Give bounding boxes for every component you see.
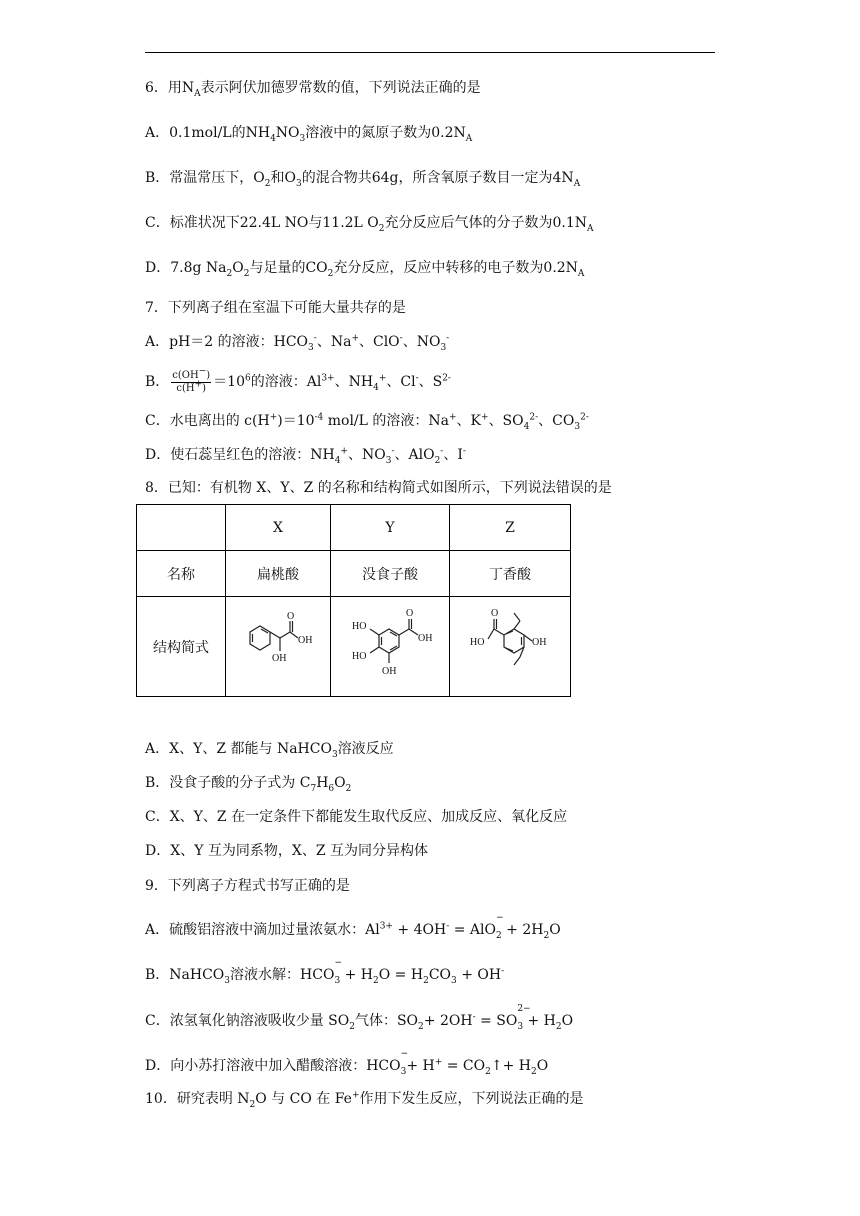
header-y: Y xyxy=(331,505,450,551)
compound-table xyxy=(136,504,571,697)
ion-charge-stack: − $_3$ xyxy=(400,1049,409,1077)
q8-option-c: C．X、Y、Z 在一定条件下都能发生取代反应、加成反应、氧化反应 xyxy=(145,809,568,825)
ion-charge-stack: − $_3$ xyxy=(334,958,342,986)
svg-text:O: O xyxy=(406,607,414,619)
q7-stem: 7．下列离子组在室温下可能大量共存的是 xyxy=(145,300,406,316)
q9-option-c: C．浓氢氧化钠溶液吸收少量 $SO_2$气体：$SO_2+ 2OH^-$ = SO 2− $_3 + H_2O$ xyxy=(145,1004,574,1032)
q9-option-a: A．硫酸铝溶液中滴加过量浓氨水：$Al^{3+} + 4OH^-$ = AlO − $_2 + 2H_2O$ xyxy=(145,913,561,941)
q6-stem: 6．用$N_A$表示阿伏加德罗常数的值，下列说法正确的是 xyxy=(145,80,481,99)
header-z: Z xyxy=(450,505,571,551)
header-x: X xyxy=(226,505,331,551)
structure-y xyxy=(331,597,450,697)
ion-charge-stack: − $_2$ xyxy=(495,913,504,941)
svg-text:OH: OH xyxy=(532,636,547,648)
svg-text:HO: HO xyxy=(470,636,485,648)
name-x: 扁桃酸 xyxy=(226,551,331,597)
q6-option-a: A．0.1mol/L的$NH_4NO_3$溶液中的氮原子数为$0.2N_A$ xyxy=(145,125,473,144)
q8-option-a: A．X、Y、Z 都能与 NaHCO$_3$溶液反应 xyxy=(145,741,394,760)
header-rule xyxy=(145,52,715,53)
q7-option-c: C．水电离出的 $c(H^+)=10^{-4}$ mol/L 的溶液：Na+、K+、$SO_4^{2-}$、$CO_3^{2-}$ xyxy=(145,412,589,432)
svg-text:OH: OH xyxy=(418,632,433,644)
svg-text:O: O xyxy=(287,610,295,622)
q8-option-b: B．没食子酸的分子式为 $C_7H_6O_2$ xyxy=(145,775,352,794)
row-label-structure: 结构简式 xyxy=(137,597,226,697)
q10-stem: 10．研究表明 $N_2O$ 与 CO 在 Fe+作用下发生反应，下列说法正确的是 xyxy=(145,1090,584,1110)
svg-text:HO: HO xyxy=(352,650,367,662)
q8-option-d: D．X、Y 互为同系物，X、Z 互为同分异构体 xyxy=(145,843,429,859)
q6-option-b: B．常温常压下，$O_2$和$O_3$的混合物共64g，所含氧原子数目一定为$4N_A$ xyxy=(145,170,581,189)
name-z: 丁香酸 xyxy=(450,551,571,597)
structure-z xyxy=(450,597,571,697)
svg-text:OH: OH xyxy=(382,665,397,677)
svg-text:OH: OH xyxy=(298,634,313,646)
q7-option-a: A．pH＝2 的溶液：$HCO_3^-$、Na+、ClO-、$NO_3^-$ xyxy=(145,333,450,353)
q8-stem: 8．已知：有机物 X、Y、Z 的名称和结构简式如图所示，下列说法错误的是 xyxy=(145,480,612,496)
q6-option-c: C．标准状况下22.4L NO与11.2L $O_2$充分反应后气体的分子数为$0.1N_A$ xyxy=(145,215,594,234)
q7-option-d: D．使石蕊呈红色的溶液：$NH_4^+$、$NO_3^-$、AlO$_2$-、I- xyxy=(145,446,466,466)
q9-option-b: B．NaHCO$_3$溶液水解：HCO − $_3 + H_2O = H_2CO_3 + OH^-$ xyxy=(145,958,505,986)
mandelic-acid-structure xyxy=(228,599,328,695)
svg-text:O: O xyxy=(491,607,499,619)
gallic-acid-structure xyxy=(334,599,446,695)
structure-x xyxy=(226,597,331,697)
syringic-acid-structure xyxy=(454,599,566,695)
svg-text:HO: HO xyxy=(352,620,367,632)
table-corner-cell xyxy=(137,505,226,551)
q9-stem: 9．下列离子方程式书写正确的是 xyxy=(145,878,350,894)
concentration-fraction: $\frac{c(OH^-)}{c(H^+)}$ xyxy=(172,366,211,394)
q9-option-d: D．向小苏打溶液中加入醋酸溶液：HCO − $_3+ H^+ = CO_2↑+ H_2O$ xyxy=(145,1049,549,1077)
row-label-name: 名称 xyxy=(137,551,226,597)
ion-charge-stack: 2− $_3$ xyxy=(517,1004,531,1032)
q7-option-b: B． $\frac{c(OH^-)}{c(H^+)}$ $=10^6$的溶液：$Al^{3+}$、$NH_4^+$、Cl-、$S^{2-}$ xyxy=(145,366,451,394)
name-y: 没食子酸 xyxy=(331,551,450,597)
svg-text:OH: OH xyxy=(272,652,287,664)
q6-option-d: D．7.8g $Na_2O_2$与足量的$CO_2$充分反应，反应中转移的电子数为$0.2N_A$ xyxy=(145,260,585,279)
